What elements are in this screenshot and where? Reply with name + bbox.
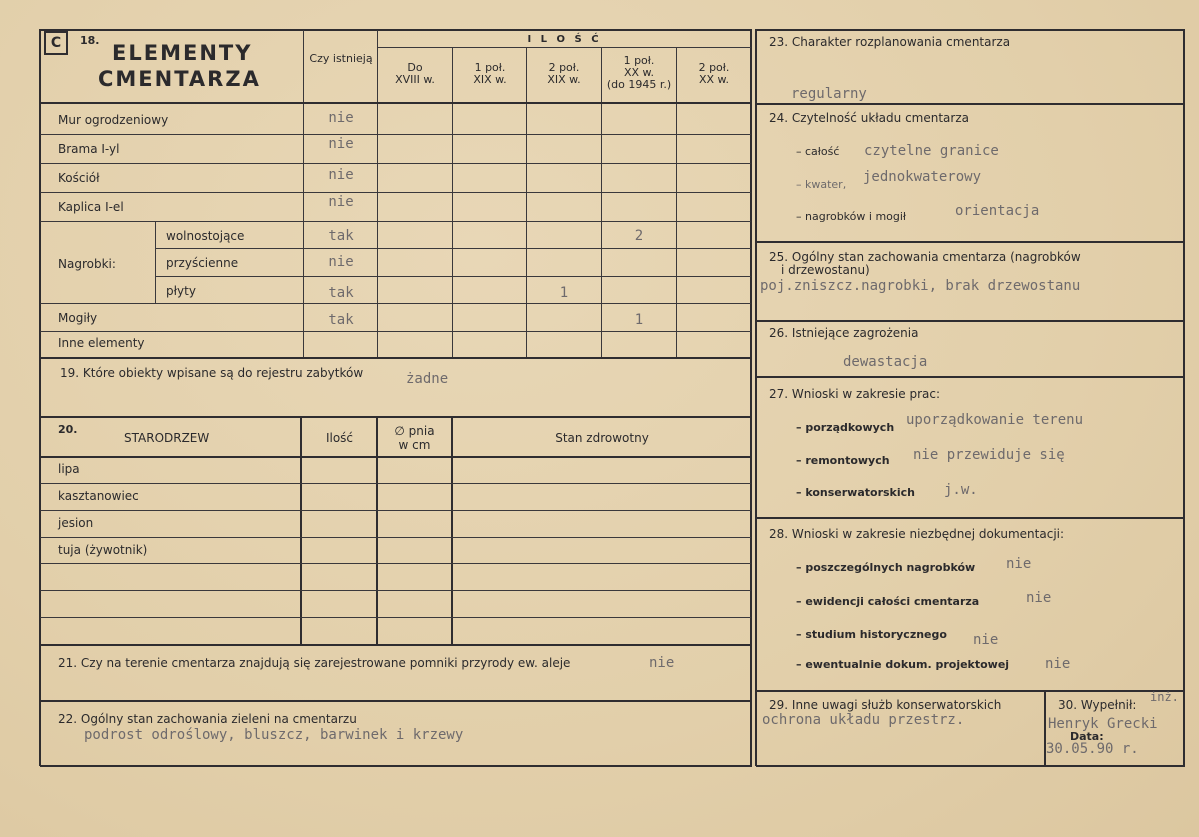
s20-row-line-1 — [40, 483, 751, 484]
s29-label: 29. Inne uwagi służb konserwatorskich — [769, 698, 1002, 712]
tree-2: jesion — [58, 516, 94, 530]
s30-date: 30.05.90 r. — [1046, 741, 1139, 757]
s20-col-qty: Ilość — [325, 431, 354, 445]
s24-label: 24. Czytelność układu cmentarza — [769, 111, 969, 125]
s18-col-exists: Czy istnieją — [309, 52, 373, 65]
s20-row-line-5 — [40, 590, 751, 591]
row-exists-0: nie — [328, 110, 354, 126]
s25-value: poj.zniszcz.nagrobki, brak drzewostanu — [760, 278, 1081, 294]
s18-row-line-3 — [40, 192, 751, 193]
frame-right — [1183, 29, 1185, 766]
s21-value: nie — [649, 655, 675, 671]
tree-1: kasztanowiec — [58, 489, 139, 503]
s24-item-0-label: – całość — [796, 145, 840, 158]
s27-item-2-label: – konserwatorskich — [796, 486, 915, 499]
s30-date-label: Data: — [1070, 730, 1104, 743]
row-label-4: wolnostojące — [166, 229, 245, 243]
row-exists-1: nie — [328, 136, 354, 152]
s20-col-line-1 — [300, 417, 302, 644]
s27-label: 27. Wnioski w zakresie prac: — [769, 387, 941, 401]
period-4-l1: 2 poł. — [698, 61, 730, 74]
period-1-l1: 1 poł. — [474, 61, 506, 74]
s18-title-line2: CMENTARZA — [98, 67, 261, 91]
s18-ilosc-header: I L O Ś Ć — [527, 34, 602, 45]
s19-bottom — [40, 416, 752, 418]
s29-value: ochrona układu przestrz. — [762, 712, 965, 728]
period-3-l2: XX w. — [623, 66, 655, 79]
frame-top-left — [40, 29, 752, 31]
s28-item-3-value: nie — [1045, 656, 1071, 672]
frame-left — [39, 29, 41, 766]
s28-bottom — [756, 690, 1185, 692]
s26-bottom — [756, 376, 1185, 378]
s28-item-2-label: – studium historycznego — [796, 628, 947, 641]
s28-item-0-value: nie — [1006, 556, 1032, 572]
card-letter-box: C — [44, 31, 68, 55]
s20-row-line-2 — [40, 510, 751, 511]
s24-item-1-label: – kwater, — [796, 178, 847, 191]
row-label-0: Mur ogrodzeniowy — [58, 113, 169, 127]
s24-bottom — [756, 241, 1185, 243]
period-4-l2: XX w. — [698, 73, 730, 86]
s21-label: 21. Czy na terenie cmentarza znajdują się zarejestrowane pomniki przyrody ew. aleje — [58, 656, 571, 670]
s18-number: 18. — [80, 34, 100, 47]
s30-name: Henryk Grecki — [1048, 716, 1158, 732]
row-exists-7: tak — [328, 312, 354, 328]
s20-bottom — [40, 644, 752, 646]
s27-item-1-label: – remontowych — [796, 454, 890, 467]
nagrobki-group-label: Nagrobki: — [58, 257, 116, 271]
s18-row-line-6 — [155, 276, 751, 277]
s21-bottom — [40, 700, 752, 702]
period-2-l2: XIX w. — [547, 73, 581, 86]
s23-value: regularny — [791, 86, 867, 102]
frame-right-inner — [755, 29, 757, 766]
s18-col-line-6 — [676, 48, 677, 357]
row-label-2: Kościół — [58, 171, 100, 185]
s24-item-1-value: jednokwaterowy — [863, 169, 982, 185]
s18-row-line-4 — [40, 221, 751, 222]
frame-mid — [750, 29, 752, 766]
s20-row-line-4 — [40, 563, 751, 564]
s20-row-line-3 — [40, 537, 751, 538]
s28-item-2-value: nie — [973, 632, 999, 648]
s22-value: podrost odroślowy, bluszcz, barwinek i krzewy — [84, 727, 464, 743]
s18-title-line1: ELEMENTY — [112, 41, 253, 65]
row-label-6: płyty — [166, 284, 196, 298]
frame-bottom-right — [756, 765, 1185, 767]
s25-bottom — [756, 320, 1185, 322]
s28-label: 28. Wnioski w zakresie niezbędnej dokumentacji: — [769, 527, 1065, 541]
s24-item-0-value: czytelne granice — [864, 143, 999, 159]
period-3-l1: 1 poł. — [623, 54, 655, 67]
s18-col-line-5 — [601, 48, 602, 357]
s18-header-bottom — [40, 102, 752, 104]
s27-item-2-value: j.w. — [944, 482, 978, 498]
s30-title: inż. — [1150, 690, 1179, 704]
s27-bottom — [756, 517, 1185, 519]
period-2-l1: 2 poł. — [548, 61, 580, 74]
row-label-1: Brama I-yl — [58, 142, 120, 156]
s18-row-line-8 — [40, 331, 751, 332]
s18-row-line-2 — [40, 163, 751, 164]
s18-nagrobki-divider — [155, 221, 156, 303]
s20-col-line-2 — [376, 417, 378, 644]
period-3-l3: (do 1945 r.) — [606, 78, 672, 91]
row-exists-6: tak — [328, 285, 354, 301]
s27-item-1-value: nie przewiduje się — [913, 447, 1065, 463]
s20-row-line-6 — [40, 617, 751, 618]
row-exists-4: tak — [328, 228, 354, 244]
s20-col-diam-l2: w cm — [398, 438, 431, 452]
row-q-4-3: 2 — [634, 228, 644, 244]
s25-label-l1: 25. Ogólny stan zachowania cmentarza (nagrobków — [769, 250, 1081, 264]
tree-0: lipa — [58, 462, 80, 476]
s20-col-line-3 — [451, 417, 453, 644]
s20-title: STARODRZEW — [124, 431, 210, 445]
period-0-l2: XVIII w. — [395, 73, 435, 86]
s18-row-line-1 — [40, 134, 751, 135]
frame-top-right — [756, 29, 1185, 31]
s18-col-line-4 — [526, 48, 527, 357]
s18-col-line-1 — [303, 30, 304, 357]
s20-col-health: Stan zdrowotny — [555, 431, 649, 445]
s23-bottom — [756, 103, 1185, 105]
s18-row-line-7 — [40, 303, 751, 304]
s18-row-line-5 — [155, 248, 751, 249]
s18-bottom — [40, 357, 752, 359]
row-label-7: Mogiły — [58, 311, 98, 325]
s18-col-line-3 — [452, 48, 453, 357]
frame-bottom-left — [40, 765, 752, 767]
tree-3: tuja (żywotnik) — [58, 543, 148, 557]
row-label-8: Inne elementy — [58, 336, 145, 350]
row-label-5: przyścienne — [166, 256, 239, 270]
s27-item-0-label: – porządkowych — [796, 421, 895, 434]
s26-value: dewastacja — [843, 354, 928, 370]
s26-label: 26. Istniejące zagrożenia — [769, 326, 919, 340]
s24-item-2-label: – nagrobków i mogił — [796, 210, 907, 223]
row-exists-2: nie — [328, 167, 354, 183]
s28-item-3-label: – ewentualnie dokum. projektowej — [796, 658, 1010, 671]
s28-item-0-label: – poszczególnych nagrobków — [796, 561, 976, 574]
row-label-3: Kaplica I-el — [58, 200, 124, 214]
row-exists-3: nie — [328, 194, 354, 210]
s19-label: 19. Które obiekty wpisane są do rejestru zabytków — [60, 366, 364, 380]
s20-col-diam-l1: ∅ pnia — [394, 424, 435, 438]
s20-number: 20. — [58, 423, 78, 436]
s28-item-1-label: – ewidencji całości cmentarza — [796, 595, 980, 608]
period-1-l2: XIX w. — [473, 73, 507, 86]
row-q-6-2: 1 — [559, 285, 569, 301]
s19-value: żadne — [406, 371, 449, 387]
s27-item-0-value: uporządkowanie terenu — [906, 412, 1084, 428]
s23-label: 23. Charakter rozplanowania cmentarza — [769, 35, 1011, 49]
s20-header-bottom — [40, 456, 752, 458]
s25-label-l2: i drzewostanu) — [781, 263, 870, 277]
s22-label: 22. Ogólny stan zachowania zieleni na cmentarzu — [58, 712, 357, 726]
s24-item-2-value: orientacja — [955, 203, 1040, 219]
s28-item-1-value: nie — [1026, 590, 1052, 606]
row-q-7-3: 1 — [634, 312, 644, 328]
period-0-l1: Do — [407, 61, 423, 74]
s18-ilosc-line — [378, 47, 751, 48]
row-exists-5: nie — [328, 254, 354, 270]
s30-label: 30. Wypełnił: — [1058, 698, 1137, 712]
